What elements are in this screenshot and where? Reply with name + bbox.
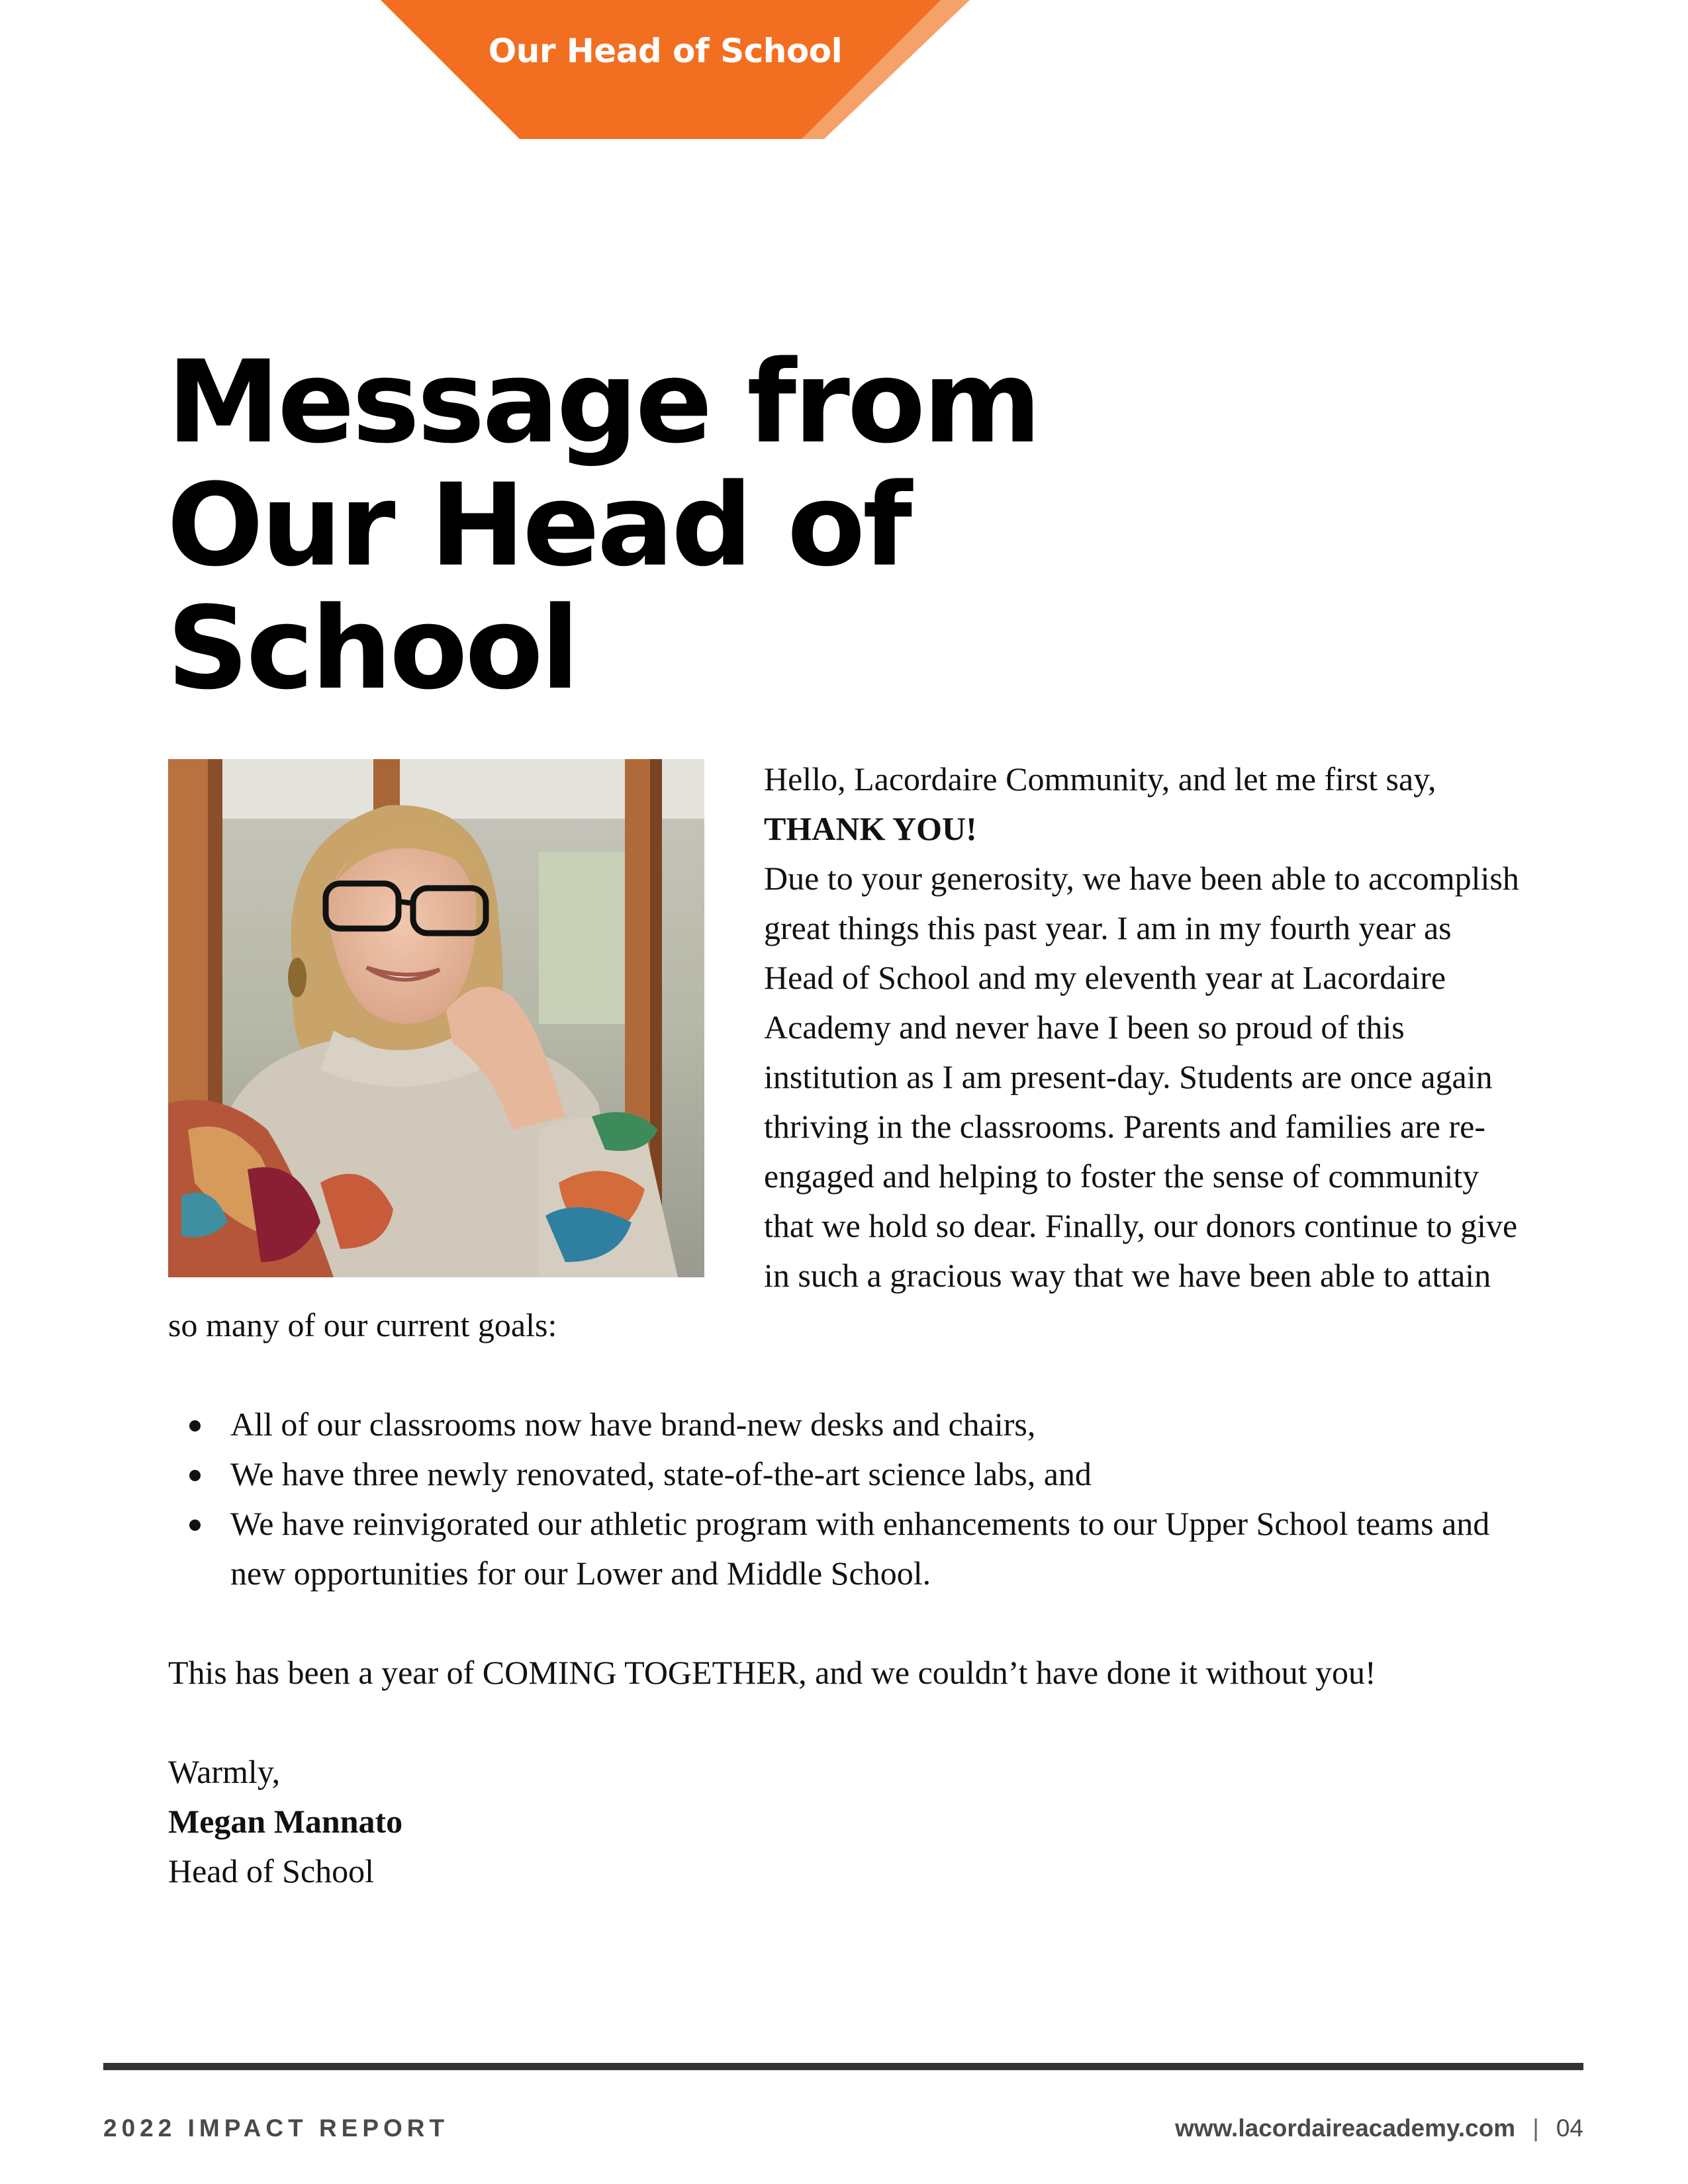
website-link[interactable]: www.lacordaireacademy.com: [1175, 2115, 1516, 2142]
footer-separator: |: [1532, 2115, 1539, 2142]
report-label: 2022 IMPACT REPORT: [103, 2115, 449, 2142]
section-tab: [381, 0, 976, 139]
signer-name: Megan Mannato: [168, 1803, 403, 1840]
page-number: 04: [1556, 2115, 1583, 2142]
list-item: We have reinvigorated our athletic program with enhancements to our Upper School teams and new opportunities for our Lower and Middle School.: [168, 1499, 1525, 1598]
signer-title: Head of School: [168, 1852, 375, 1889]
signoff: Warmly,: [168, 1753, 281, 1790]
footer-divider: [103, 2063, 1583, 2070]
letter-body-paragraph: Due to your generosity, we have been able to accomplish great things this past year. I am in my fourth year as Head of School and my eleventh year at Lacordaire Academy and never have I been so proud of this institution as I am present-day. Students are once again thriving in the classrooms. Parents and families are re-engaged and helping to foster the sense of community that we hold so dear. Finally, our donors continue to give in such a gracious way that we have been able to attain so many of our current goals:: [168, 860, 1519, 1343]
list-item: All of our classrooms now have brand-new desks and chairs,: [168, 1400, 1525, 1449]
spacer: [168, 1698, 1525, 1747]
letter-body: [168, 754, 1525, 1896]
letter-greeting: Hello, Lacordaire Community, and let me first say,: [764, 760, 1436, 797]
footer-right: [1175, 2115, 1583, 2142]
closing-statement: This has been a year of COMING TOGETHER, and we couldn’t have done it without you!: [168, 1654, 1376, 1691]
page-title: [167, 336, 1160, 715]
list-item: We have three newly renovated, state-of-the-art science labs, and: [168, 1449, 1525, 1499]
photo-spacer: [168, 754, 704, 1273]
page-title-line-2: Our Head of: [167, 459, 910, 592]
page-title-line-1: Message from: [167, 336, 1039, 469]
section-tab-label: Our Head of School: [488, 32, 843, 70]
page-title-line-3: School: [167, 582, 577, 715]
letter-thanks: THANK YOU!: [764, 810, 977, 847]
goals-list: [168, 1400, 1525, 1598]
